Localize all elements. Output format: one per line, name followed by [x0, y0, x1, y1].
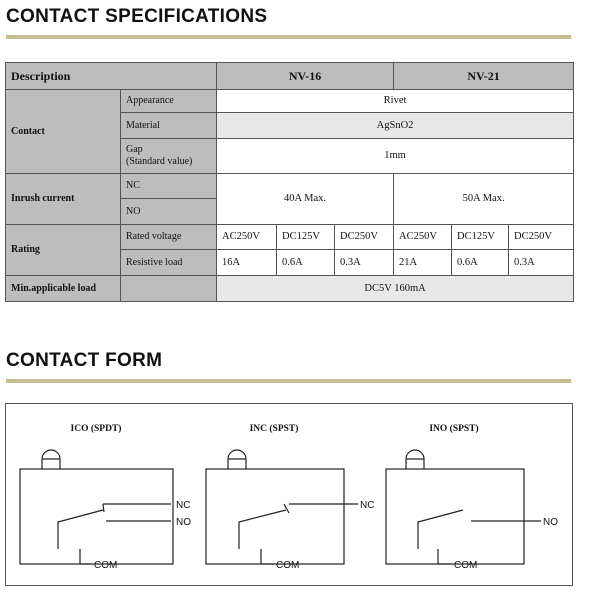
ico-title: ICO (SPDT): [70, 424, 122, 434]
contact-spec-table: [5, 62, 574, 302]
material-label: Material: [121, 113, 217, 139]
resistive-load-label: Resistive load: [121, 250, 217, 276]
resistive-load-cell: 21A: [394, 250, 452, 276]
inc-nc-label: NC: [360, 500, 375, 511]
table-row: [6, 90, 574, 113]
resistive-load-cell: 16A: [217, 250, 277, 276]
gap-label: [121, 139, 217, 174]
ico-no-label: NO: [176, 517, 191, 528]
ico-switch-diagram: [20, 450, 173, 564]
table-header-row: [6, 63, 574, 90]
table-row: [6, 225, 574, 250]
rated-voltage-cell: DC125V: [277, 225, 335, 250]
ino-no-label: NO: [543, 517, 558, 528]
min-load-value: DC5V 160mA: [217, 276, 574, 302]
rated-voltage-label: Rated voltage: [121, 225, 217, 250]
ico-nc-label: NC: [176, 500, 191, 511]
inc-title: INC (SPST): [249, 424, 299, 434]
min-load-label: Min.applicable load: [6, 276, 121, 302]
rated-voltage-cell: AC250V: [217, 225, 277, 250]
ino-com-label: COM: [454, 560, 478, 571]
min-load-empty-cell: [121, 276, 217, 302]
section-rule: [6, 35, 571, 39]
section-title-contact-form: CONTACT FORM: [6, 350, 163, 371]
rating-label: Rating: [6, 225, 121, 276]
inrush-nv21-value: 50A Max.: [394, 174, 574, 225]
header-description: Description: [6, 63, 217, 90]
contact-form-panel: [5, 403, 573, 586]
section-rule: [6, 379, 571, 383]
ino-switch-diagram: [386, 450, 541, 564]
contact-label: Contact: [6, 90, 121, 174]
table-row: [6, 174, 574, 199]
resistive-load-cell: 0.3A: [335, 250, 394, 276]
rated-voltage-cell: AC250V: [394, 225, 452, 250]
contact-form-diagrams: [6, 404, 572, 585]
inc-com-label: COM: [276, 560, 300, 571]
inrush-no-label: NO: [121, 199, 217, 225]
resistive-load-cell: 0.3A: [509, 250, 574, 276]
inrush-label: Inrush current: [6, 174, 121, 225]
rated-voltage-cell: DC250V: [335, 225, 394, 250]
inc-switch-diagram: [206, 450, 358, 564]
gap-label-line2: (Standard value): [126, 156, 193, 167]
gap-label-line1: Gap: [126, 144, 143, 155]
appearance-label: Appearance: [121, 90, 217, 113]
resistive-load-cell: 0.6A: [452, 250, 509, 276]
rated-voltage-cell: DC125V: [452, 225, 509, 250]
inrush-nc-label: NC: [121, 174, 217, 199]
material-value: AgSnO2: [217, 113, 574, 139]
gap-value: 1mm: [217, 139, 574, 174]
section-title-contact-specifications: CONTACT SPECIFICATIONS: [6, 6, 268, 27]
table-row: [6, 276, 574, 302]
ico-com-label: COM: [94, 560, 118, 571]
appearance-value: Rivet: [217, 90, 574, 113]
resistive-load-cell: 0.6A: [277, 250, 335, 276]
header-nv21: NV-21: [394, 63, 574, 90]
rated-voltage-cell: DC250V: [509, 225, 574, 250]
ino-title: INO (SPST): [429, 424, 479, 434]
header-nv16: NV-16: [217, 63, 394, 90]
inrush-nv16-value: 40A Max.: [217, 174, 394, 225]
